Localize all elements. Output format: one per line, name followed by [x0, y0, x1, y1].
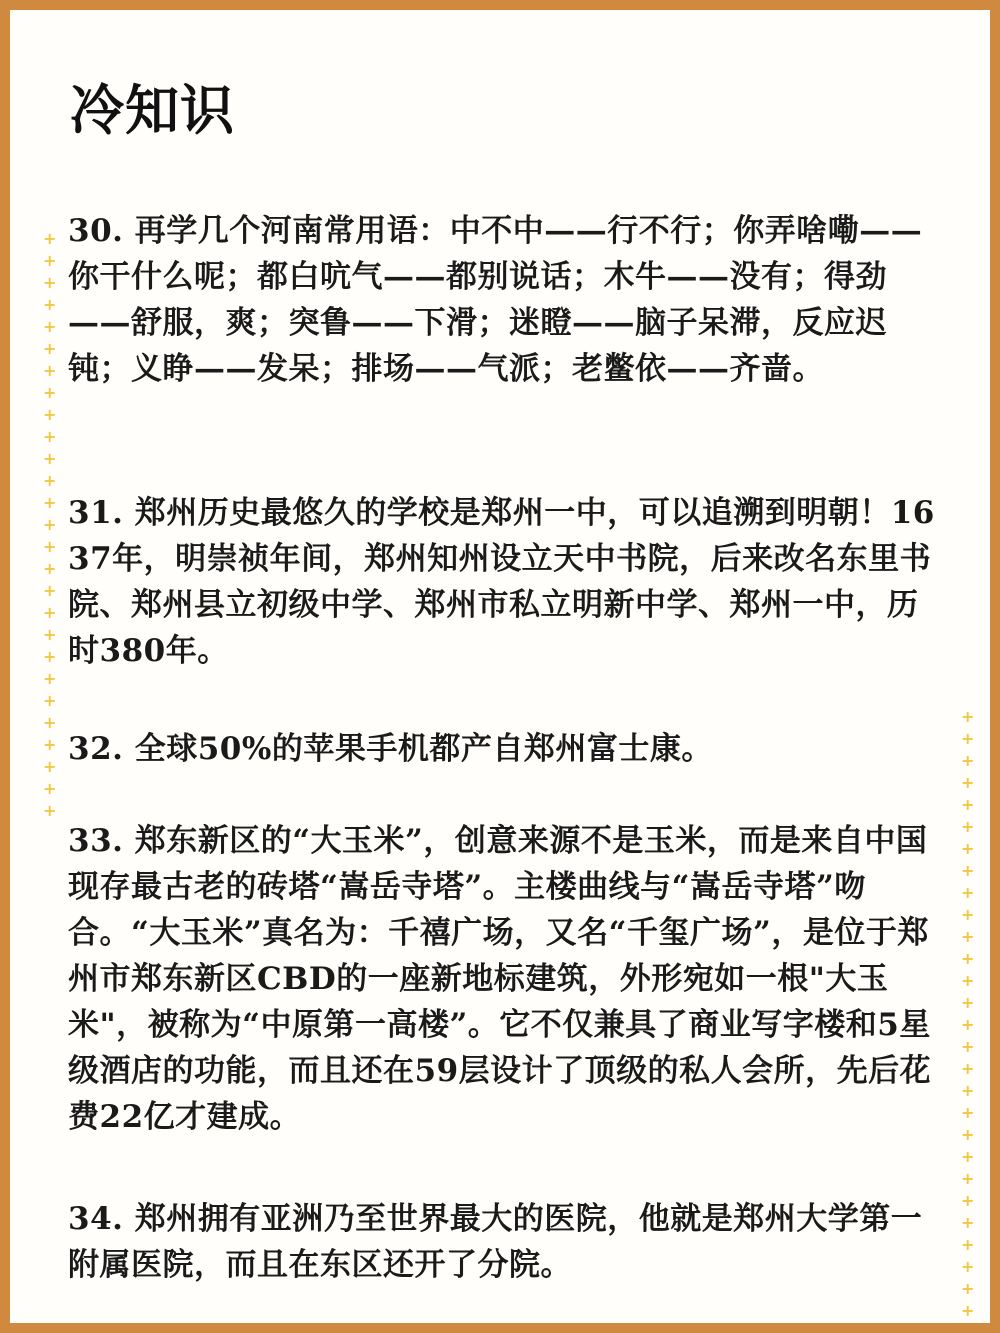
star-icon: + — [43, 735, 57, 754]
star-icon: + — [43, 383, 57, 402]
star-icon: + — [43, 757, 57, 776]
star-icon: + — [43, 405, 57, 424]
star-icon: + — [961, 1037, 975, 1056]
star-icon: + — [961, 927, 975, 946]
star-icon: + — [961, 1103, 975, 1122]
star-icon: + — [43, 361, 57, 380]
star-icon: + — [961, 1301, 975, 1320]
star-icon: + — [43, 801, 57, 820]
star-icon: + — [961, 905, 975, 924]
star-icon: + — [961, 751, 975, 770]
star-icon: + — [961, 1059, 975, 1078]
star-icon: + — [961, 1257, 975, 1276]
star-icon: + — [961, 1081, 975, 1100]
star-icon: + — [961, 1125, 975, 1144]
star-icon: + — [961, 1015, 975, 1034]
star-icon: + — [43, 537, 57, 556]
star-icon: + — [961, 817, 975, 836]
star-icon: + — [961, 1147, 975, 1166]
star-icon: + — [43, 229, 57, 248]
star-icon: + — [961, 861, 975, 880]
fact-paragraph-30: 30. 再学几个河南常用语：中不中——行不行；你弄啥嘞——你干什么呢；都白吭气——都别说话；木牛——没有；得劲——舒服，爽；突鲁——下滑；迷瞪——脑子呆滞，反应迟钝；义睁——发呆；排场——气派；老鳖依——齐啬。 — [68, 213, 923, 387]
left-star-decoration — [42, 228, 56, 822]
star-icon: + — [961, 1235, 975, 1254]
star-icon: + — [961, 971, 975, 990]
star-icon: + — [961, 839, 975, 858]
fact-paragraph-31: 31. 郑州历史最悠久的学校是郑州一中，可以追溯到明朝！1637年，明崇祯年间，郑州知州设立天中书院，后来改名东里书院、郑州县立初级中学、郑州市私立明新中学、郑州一中，历时380年。 — [68, 495, 935, 669]
star-icon: + — [43, 581, 57, 600]
star-icon: + — [43, 317, 57, 336]
star-icon: + — [43, 339, 57, 358]
star-icon: + — [43, 273, 57, 292]
star-icon: + — [43, 449, 57, 468]
star-icon: + — [961, 1213, 975, 1232]
star-icon: + — [961, 1279, 975, 1298]
star-icon: + — [43, 251, 57, 270]
star-icon: + — [43, 625, 57, 644]
star-icon: + — [43, 515, 57, 534]
star-icon: + — [43, 691, 57, 710]
star-icon: + — [961, 1169, 975, 1188]
star-icon: + — [43, 427, 57, 446]
fact-paragraph-32: 32. 全球50%的苹果手机都产自郑州富士康。 — [68, 731, 713, 767]
star-icon: + — [43, 779, 57, 798]
star-icon: + — [961, 729, 975, 748]
star-icon: + — [43, 713, 57, 732]
star-icon: + — [43, 471, 57, 490]
star-icon: + — [961, 1191, 975, 1210]
star-icon: + — [43, 647, 57, 666]
star-icon: + — [961, 773, 975, 792]
star-icon: + — [961, 883, 975, 902]
right-star-decoration — [960, 706, 974, 1322]
page-title: 冷知识 — [70, 79, 235, 142]
star-icon: + — [961, 949, 975, 968]
star-icon: + — [43, 559, 57, 578]
star-icon: + — [961, 993, 975, 1012]
star-icon: + — [43, 493, 57, 512]
star-icon: + — [961, 795, 975, 814]
fact-paragraph-33: 33. 郑东新区的“大玉米”，创意来源不是玉米，而是来自中国现存最古老的砖塔“嵩岳寺塔”。主楼曲线与“嵩岳寺塔”吻合。“大玉米”真名为：千禧广场，又名“千玺广场”，是位于郑州市郑东新区CBD的一座新地标建筑，外形宛如一根"大玉米"，被称为“中原第一高楼”。它不仅兼具了商业写字楼和5星级酒店的功能，而且还在59层设计了顶级的私人会所，先后花费22亿才建成。 — [68, 823, 932, 1135]
star-icon: + — [961, 707, 975, 726]
star-icon: + — [43, 295, 57, 314]
star-icon: + — [43, 603, 57, 622]
star-icon: + — [43, 669, 57, 688]
fact-paragraph-34: 34. 郑州拥有亚洲乃至世界最大的医院，他就是郑州大学第一附属医院，而且在东区还开了分院。 — [68, 1201, 923, 1283]
